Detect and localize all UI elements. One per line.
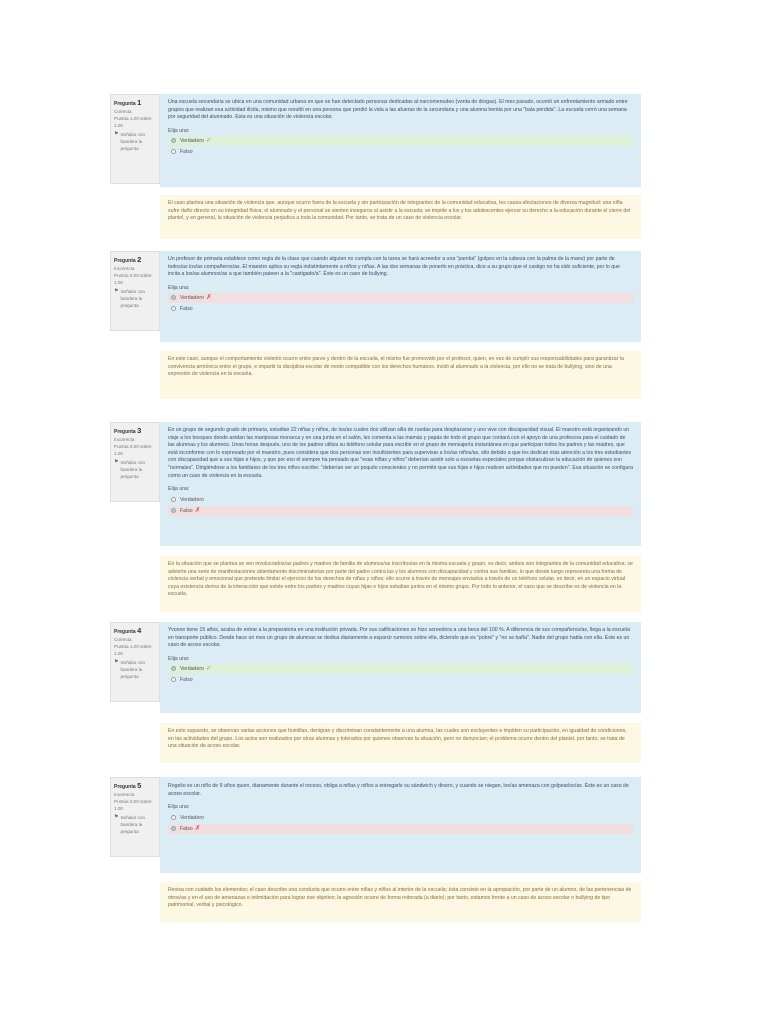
flag-icon: ⚑ <box>114 459 119 465</box>
flag-label: Señalar con bandera la pregunta <box>120 289 146 308</box>
question-content <box>160 422 641 546</box>
flag-question-link[interactable] <box>114 131 156 152</box>
question-content <box>160 777 641 873</box>
option-true[interactable] <box>168 495 633 505</box>
question-info <box>110 777 160 857</box>
radio-button[interactable] <box>171 826 176 831</box>
cross-icon: ✗ <box>194 824 201 832</box>
radio-button[interactable] <box>171 497 176 502</box>
question-info <box>110 251 160 331</box>
option-false[interactable] <box>168 304 633 314</box>
question-text: Yvonne tiene 15 años, acaba de entrar a la preparatoria en una institución privada. Por sus calificaciones se hizo acreedora a una beca del 100 %. A diferencia de sus compañeros/as, llega a la escuela en transporte público. Desde hace un mes un grupo de alumnas se dedica diariamente a esparcir rumores sobre ella, diciendo que es "pobre" y "no se baña". Nadie del grupo habla con ella. Éste es un caso de acoso escolar. <box>168 627 630 649</box>
option-label: Falso <box>180 825 193 832</box>
option-false[interactable] <box>168 824 633 834</box>
answer-prompt: Elija una: <box>168 804 190 811</box>
question-text: Rogelio es un niño de 9 años quien, diariamente durante el receso, obliga a niñas y niños a entregarle su sándwich y dinero, y cuando se niegan, los/as amenaza con golpearlos/as. Éste es un caso de acoso escolar. <box>168 783 629 797</box>
check-icon: ✓ <box>205 665 212 673</box>
question-title: Pregunta 4 <box>114 626 142 635</box>
flag-question-link[interactable] <box>114 814 156 835</box>
radio-button[interactable] <box>171 815 176 820</box>
feedback-box: En este caso, aunque el comportamiento violento ocurre entre pares y dentro de la escuela, el mismo fue promovido por el profesor, quien, en vez de cumplir sus responsabilidades para garantizar la convivencia armónica entre el grupo, e impartir la disciplina escolar de modo compatible con los derechos humanos, incitó al alumnado a la violencia, por ello no se trata de bullying, sino de una expresión de violencia en la escuela. <box>160 351 641 399</box>
question-info <box>110 422 160 502</box>
option-false[interactable] <box>168 675 633 685</box>
option-label: Falso <box>180 306 193 313</box>
flag-icon: ⚑ <box>114 288 119 294</box>
question-number: 3 <box>137 426 142 435</box>
question-status: Incorrecta <box>114 266 135 271</box>
option-false[interactable] <box>168 506 633 516</box>
option-label: Falso <box>180 149 193 156</box>
flag-label: Señalar con bandera la pregunta <box>120 460 146 479</box>
radio-button[interactable] <box>171 149 176 154</box>
option-true[interactable] <box>168 664 633 674</box>
question-content <box>160 94 641 187</box>
cross-icon: ✗ <box>194 506 201 514</box>
answer-prompt: Elija una: <box>168 655 190 662</box>
option-label: Verdadero <box>180 666 204 673</box>
question-title: Pregunta 1 <box>114 98 142 107</box>
feedback-box: Revisa con cuidado los elementos; el caso describe una conducta que ocurre entre niñas y niños al interior de la escuela; ésta consiste en la apropiación, por parte de un alumno, de las pertenencias de otros/as y en el uso de amenazas e intimidación para lograr ese objetivo; la agresión ocurre de forma reiterada (a diario); por tanto, estamos frente a un caso de acoso escolar o bullying de tipo patrimonial, verbal y psicológico. <box>160 882 641 922</box>
answer-prompt: Elija una: <box>168 127 190 134</box>
question-score: Puntúa 1.00 sobre 1.00 <box>114 116 152 128</box>
answer-prompt: Elija una: <box>168 284 190 291</box>
option-false[interactable] <box>168 147 633 157</box>
question-number: 2 <box>137 255 142 264</box>
question-text: Una escuela secundaria se ubica en una comunidad urbana en que se han detectado personas dedicadas al narcomenudeo (venta de drogas). El mes pasado, ocurrió un enfrentamiento armado entre grupos que realizan esa actividad ilícita, mismo que resultó en una persona que perdió la vida a las afueras de la secundaria y una alumna herida por una "bala pérdida". La escuela cerró una semana por seguridad del alumnado. Esta es una situación de violencia escolar. <box>168 99 628 121</box>
radio-button[interactable] <box>171 677 176 682</box>
question-content <box>160 251 641 342</box>
option-true[interactable] <box>168 293 633 303</box>
question-title: Pregunta 2 <box>114 255 142 264</box>
question-status: Incorrecta <box>114 792 135 797</box>
question-title: Pregunta 3 <box>114 426 142 435</box>
question-number: 4 <box>137 626 142 635</box>
option-label: Verdadero <box>180 138 204 145</box>
option-true[interactable] <box>168 813 633 823</box>
option-label: Falso <box>180 507 193 514</box>
option-label: Verdadero <box>180 814 204 821</box>
question-status: Correcta <box>114 637 132 642</box>
question-number: 5 <box>137 781 142 790</box>
question-score: Puntúa 0.00 sobre 1.00 <box>114 444 152 456</box>
question-number: 1 <box>137 98 142 107</box>
feedback-box: En este supuesto, se observan varias acciones que humillan, denigran y discriminan constantemente a una alumna, las cuales son excluyentes e impiden su participación, en igualdad de condiciones, en las actividades del grupo. Los actos son realizados por otras alumnas y tolerados por quienes observan la situación, pero no denuncian; el problema ocurre dentro del plantel, por tanto, se trata de una situación de acoso escolar. <box>160 723 641 763</box>
question-text: Un profesor de primaria establece como regla de la clase que cuando alguien no cumpla con la tarea se hará acreedor a una "pamba" (golpes en la cabeza con la palma de la mano) por parte de todos/as los/as compañeros/as. El maestro aplica su regla indistintamente a niños y niñas. A las dos semanas de ponerlo en práctica, dice a su grupo que el castigo no ha sido suficiente, por lo que incita a los/as alumnos/as a que también pateen a la "castigado/a". Éste es un caso de bullying. <box>168 256 620 278</box>
question-score: Puntúa 1.00 sobre 1.00 <box>114 644 152 656</box>
question-title: Pregunta 5 <box>114 781 142 790</box>
question-text: En un grupo de segundo grado de primaria, estudian 22 niñas y niños, de los/as cuales dos utilizan silla de ruedas para desplazarse y uno vive con discapacidad visual. El maestro está organizando un viaje a los bosques donde anidan las mariposas monarca y en una junta en el salón, les comenta a las mamás y papás de todo el grupo que contará con el apoyo de una profesora para el cuidado de las alumnas y los alumnos. Unas horas después, uno de los padres utiliza su teléfono celular para escribir en el grupo de mensajería instantánea en que participan todos los padres y las madres, que está inconforme con lo expresado por el maestro, pues considera que dos personas son insuficientes para supervisar a los/as niños/as, ello debido a que les dedican más atención a los tres estudiantes con discapacidad que a sus hijas e hijos, y que por eso él siempre ha pensado que "esas niñas y niños" deberían asistir solo a escuelas especiales porque obstaculizan la educación de quienes son "normales". Dirigiéndose a los familiares de los tres niños escribe: "deberían ser un poquito conscientes y no permitir que sus hijas e hijos realicen actividades que no pueden". Esa situación se configura como un caso de violencia en la escuela. <box>168 427 633 479</box>
radio-button[interactable] <box>171 306 176 311</box>
flag-icon: ⚑ <box>114 814 119 820</box>
flag-question-link[interactable] <box>114 459 156 480</box>
question-info <box>110 622 160 702</box>
question-score: Puntúa 0.00 sobre 1.00 <box>114 273 152 285</box>
question-info <box>110 94 160 184</box>
flag-question-link[interactable] <box>114 659 156 680</box>
check-icon: ✓ <box>205 137 212 145</box>
radio-button[interactable] <box>171 295 176 300</box>
radio-button[interactable] <box>171 138 176 143</box>
flag-label: Señalar con bandera la pregunta <box>120 132 146 151</box>
question-score: Puntúa 0.00 sobre 1.00 <box>114 799 152 811</box>
feedback-box: El caso plantea una situación de violencia que, aunque ocurre fuera de la escuela y sin participación de integrantes de la comunidad educativa, les causa afectaciones de diversa magnitud: una niña sufre daño directo en su integridad física; el alumnado y el personal se sienten inseguros al asistir a la escuela; se impide a los y los adolescentes ejercer su derecho a la educación durante el cierre del plantel, y en general, la situación de violencia perjudica a toda la comunidad. Por tanto, se trata de un caso de violencia escolar. <box>160 195 641 239</box>
option-label: Verdadero <box>180 496 204 503</box>
cross-icon: ✗ <box>205 294 212 302</box>
flag-icon: ⚑ <box>114 659 119 665</box>
question-status: Incorrecta <box>114 437 135 442</box>
option-label: Verdadero <box>180 295 204 302</box>
feedback-box: En la situación que se plantea se ven involucrados/as padres y madres de familia de alumnos/as inscritos/as en la misma escuela y grupo, es decir, ambos son integrantes de la comunidad educativa; se advierte una serie de manifestaciones abiertamente discriminatorias por parte del padre contra las y los alumnos con discapacidad y contra sus familias, lo que desde luego representa una forma de violencia verbal y emocional que pretende limitar el ejercicio de los derechos de niñas y niños; ello ocurre a través de mensajes enviados a través de un teléfono celular, es decir, en un espacio virtual cuya existencia deriva de la interacción que existe entre los padres y madres cuyas hijas e hijos estudian juntos en el mismo grupo. Por todo lo anterior, el caso que se describe es de violencia en la escuela. <box>160 556 641 612</box>
question-status: Correcta <box>114 109 132 114</box>
radio-button[interactable] <box>171 666 176 671</box>
radio-button[interactable] <box>171 508 176 513</box>
question-content <box>160 622 641 713</box>
option-label: Falso <box>180 677 193 684</box>
flag-question-link[interactable] <box>114 288 156 309</box>
option-true[interactable] <box>168 136 633 146</box>
flag-label: Señalar con bandera la pregunta <box>120 660 146 679</box>
flag-icon: ⚑ <box>114 131 119 137</box>
answer-prompt: Elija una: <box>168 486 190 493</box>
flag-label: Señalar con bandera la pregunta <box>120 815 146 834</box>
